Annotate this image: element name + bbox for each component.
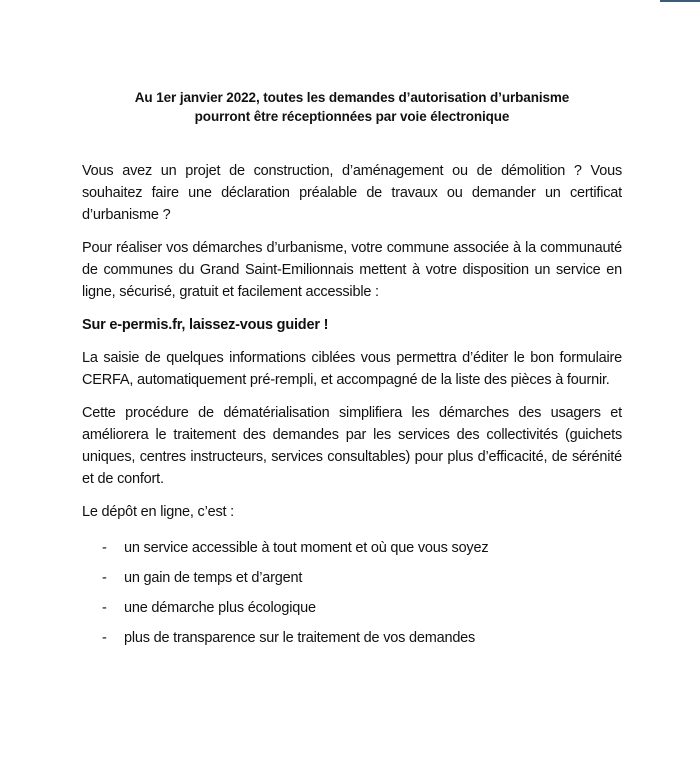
paragraph-e-permis-callout: Sur e-permis.fr, laissez-vous guider ! [82,317,329,333]
list-item [82,537,622,559]
bullet-dash: - [102,630,107,646]
title-line-1: Au 1er janvier 2022, toutes les demandes d’autorisation d’urbanisme [134,90,570,105]
bullet-dash: - [102,570,107,586]
list-item [82,627,622,649]
paragraph-cerfa-form: La saisie de quelques informations ciblées vous permettra d’éditer le bon formulaire CERFA, automatiquement pré-rempli, et accompagné de la liste des pièces à fournir. [82,350,622,388]
list-item [82,567,622,589]
document-title [82,88,622,126]
title-line-2: pourront être réceptionnées par voie électronique [194,109,510,124]
list-item-text: plus de transparence sur le traitement de vos demandes [124,630,476,646]
top-edge-rule [660,0,700,2]
list-item-text: une démarche plus écologique [124,600,316,616]
benefits-list [82,537,622,649]
paragraph-online-service: Pour réaliser vos démarches d’urbanisme, votre commune associée à la communauté de communes du Grand Saint-Emilionnais mettent à votre disposition un service en ligne, sécurisé, gratuit et facilement accessible : [82,240,622,300]
paragraph-project-question: Vous avez un projet de construction, d’aménagement ou de démolition ? Vous souhaitez faire une déclaration préalable de travaux ou demander un certificat d’urbanisme ? [82,163,622,223]
document-page [82,88,622,657]
bullet-dash: - [102,600,107,616]
list-item-text: un gain de temps et d’argent [124,570,303,586]
list-item-text: un service accessible à tout moment et où que vous soyez [124,540,489,556]
list-item [82,597,622,619]
paragraph-dematerialisation: Cette procédure de dématérialisation simplifiera les démarches des usagers et améliorera le traitement des demandes par les services des collectivités (guichets uniques, centres instructeurs, services consultables) pour plus d’efficacité, de sérénité et de confort. [82,405,622,487]
paragraph-online-deposit-intro: Le dépôt en ligne, c’est : [82,504,234,520]
bullet-dash: - [102,540,107,556]
